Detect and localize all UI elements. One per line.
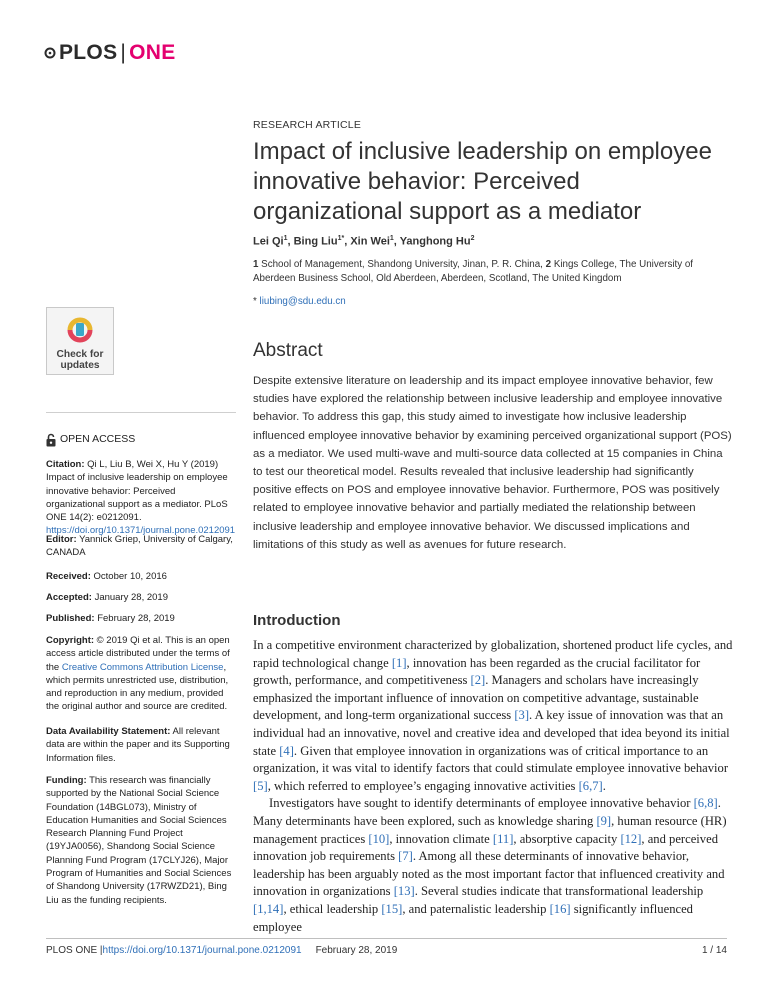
- published-text: February 28, 2019: [94, 613, 175, 624]
- citation-label: Citation:: [46, 459, 85, 470]
- author-name[interactable]: Bing Liu: [293, 235, 338, 248]
- funding-block: [46, 774, 236, 907]
- author-name[interactable]: Xin Wei: [350, 235, 390, 248]
- citation-ref-link[interactable]: [9]: [596, 813, 612, 828]
- paragraph-text: . A key issue of innovation was that an individual had an innovative, novel and creative idea and developed that idea beyond its initial state: [253, 708, 730, 758]
- introduction-body: [253, 637, 733, 936]
- paragraph-text: . Many determinants have been explored, such as knowledge sharing: [253, 796, 721, 828]
- check-for-updates-badge[interactable]: [46, 307, 114, 375]
- citation-ref-link[interactable]: [4]: [279, 743, 294, 758]
- citation-ref-link[interactable]: [10]: [368, 831, 390, 846]
- accepted-label: Accepted:: [46, 592, 92, 603]
- journal-name-one: ONE: [129, 41, 176, 64]
- author-affil-marker: 1: [389, 235, 394, 242]
- journal-logo[interactable]: [44, 41, 176, 65]
- paragraph-text: . Several studies indicate that transformational leadership: [414, 884, 704, 899]
- published-date: [46, 612, 236, 625]
- affiliation-text: Kings College, The University of Aberdeen Business School, Old Aberdeen, Aberdeen, Scotland, The United Kingdom: [253, 259, 694, 284]
- citation-block: [46, 458, 236, 538]
- published-label: Published:: [46, 613, 95, 624]
- author-name[interactable]: Lei Qi: [253, 235, 284, 248]
- copyright-text-end: , which permits unrestricted use, distribution, and reproduction in any medium, provided the original author and source are credited.: [46, 661, 229, 713]
- received-date: [46, 570, 236, 583]
- paragraph-text: In a competitive environment characterized by globalization, shortened product life cycles, and rapid technological change: [253, 638, 733, 670]
- check-for-updates-line2: updates: [60, 360, 100, 371]
- funding-label: Funding:: [46, 775, 87, 786]
- article-title: Impact of inclusive leadership on employee innovative behavior: Perceived organizational support as a mediator: [253, 138, 712, 225]
- citation-ref-link[interactable]: [1,14]: [253, 901, 284, 916]
- citation-ref-link[interactable]: [12]: [620, 831, 642, 846]
- citation-doi-link[interactable]: https://doi.org/10.1371/journal.pone.0212091: [46, 525, 236, 537]
- citation-ref-link[interactable]: [15]: [381, 901, 403, 916]
- editor-text: Yannick Griep, University of Calgary, CANADA: [46, 534, 233, 559]
- corresponding-author: [253, 296, 733, 307]
- author-affil-marker: 1: [283, 235, 288, 242]
- affiliations: [253, 258, 733, 286]
- data-availability-label: Data Availability Statement:: [46, 726, 171, 737]
- article-type: RESEARCH ARTICLE: [253, 119, 362, 131]
- data-availability-block: [46, 725, 236, 765]
- open-access-text: OPEN ACCESS: [60, 433, 136, 446]
- abstract-text: Despite extensive literature on leadership and its impact employee innovative behavior, few studies have explored the relationship between inclusive leadership and employee innovative behavior. To address this gap, this study aimed to investigate how inclusive leadership influenced employee innovative behavior by examining perceived organizational support (POS) as a mediator. We used multi-wave and multi-source data collected at 15 companies in China to test our theoretical model. Results revealed that inclusive leadership had significantly positive effects on POS and employee innovative behavior. Furthermore, POS was positively related to employee innovative behavior and partially mediated the relationship between inclusive leadership and employee innovative behavior. We discussed implications and limitations of this study as well as avenues for future research.: [253, 375, 732, 551]
- footer-divider: [46, 938, 727, 939]
- page-number: 1 / 14: [701, 945, 727, 956]
- paragraph-text: . Given that employee innovation in organizations was of critical importance to an organization, it was vital to identify factors that could stimulate employee innovative behavior: [253, 743, 729, 776]
- check-for-updates-line1: Check for: [56, 349, 104, 360]
- footer-doi-link[interactable]: https://doi.org/10.1371/journal.pone.0212091: [102, 945, 302, 956]
- paragraph-text: . Managers and scholars have increasingly emphasized the important influence of innovation on competitive advantage, sustainable development, and long-term organizational success: [253, 673, 699, 723]
- copyright-text: © 2019 Qi et al. This is an open access article distributed under the terms of the: [46, 635, 230, 673]
- check-for-updates-icon: [63, 313, 97, 347]
- paragraph-text: , absorptive capacity: [513, 831, 621, 846]
- journal-name-divider: |: [120, 41, 127, 64]
- affiliation-number: 2: [545, 259, 552, 270]
- funding-text: This research was financially supported by the National Social Science Foundation (14BGL073), Ministry of Education Humanities and Social Sciences Research Planning Fund Project (19YJA0056), Shandong Social Science Planning Fund Program (17CLYJ26), Major Program of Humanities and Social Sciences of Shandong University (17RWZD21), Bing Liu as the funding recipients.: [46, 775, 232, 906]
- paragraph-text: , innovation has been regarded as the crucial facilitator for growth, performance, and competitiveness: [253, 655, 701, 688]
- introduction-heading: Introduction: [253, 612, 341, 629]
- received-text: October 10, 2016: [90, 571, 167, 582]
- citation-ref-link[interactable]: [5]: [253, 778, 268, 793]
- accepted-text: January 28, 2019: [91, 592, 168, 603]
- citation-text: Qi L, Liu B, Wei X, Hu Y (2019) Impact of inclusive leadership on employee innovative behavior: Perceived organizational support as a mediator. PLoS ONE 14(2): e0212091.: [46, 459, 228, 524]
- citation-ref-link[interactable]: [11]: [492, 831, 514, 846]
- paragraph-text: . Among all these determinants of innovative behavior, leadership has been arguably noted as the most important factor that influenced creativity and innovation in organizations: [253, 849, 725, 899]
- citation-ref-link[interactable]: [2]: [470, 673, 486, 688]
- footer-journal: PLOS ONE |: [46, 945, 103, 956]
- paragraph-text: , human resource (HR) management practices: [253, 813, 727, 846]
- paragraph-text: , innovation climate: [389, 831, 493, 846]
- accepted-date: [46, 591, 236, 604]
- paragraph-text: significantly influenced employee: [253, 901, 693, 934]
- paragraph-text: .: [602, 778, 606, 793]
- paragraph-text: , and paternalistic leadership: [402, 901, 550, 916]
- license-link[interactable]: Creative Commons Attribution License: [61, 661, 224, 673]
- open-access-lock-icon: [46, 433, 56, 447]
- received-label: Received:: [46, 571, 91, 582]
- citation-ref-link[interactable]: [1]: [391, 655, 407, 670]
- paragraph-text: , ethical leadership: [283, 901, 382, 916]
- paragraph-text: , which referred to employee’s engaging innovative activities: [267, 778, 579, 793]
- author-name[interactable]: Yanghong Hu: [399, 235, 471, 248]
- affiliation-text: School of Management, Shandong University, Jinan, P. R. China,: [258, 259, 546, 270]
- introduction-paragraph: [253, 637, 733, 795]
- editor-label: Editor:: [46, 534, 77, 545]
- open-access-label[interactable]: [46, 433, 236, 447]
- journal-name-plos: PLOS: [59, 41, 118, 64]
- copyright-block: [46, 634, 236, 714]
- citation-ref-link[interactable]: [3]: [514, 708, 530, 723]
- footer-date: February 28, 2019: [315, 945, 398, 956]
- editor-block: [46, 533, 236, 560]
- corresponding-star: *: [253, 296, 260, 307]
- citation-ref-link[interactable]: [13]: [393, 884, 415, 899]
- check-for-updates-label: [57, 349, 104, 371]
- abstract-heading: Abstract: [253, 340, 323, 361]
- affiliation-number: 1: [253, 259, 259, 270]
- paragraph-text: , and perceived innovation job requirements: [253, 831, 718, 864]
- citation-ref-link[interactable]: [16]: [549, 901, 571, 916]
- page-footer: [46, 945, 727, 956]
- paragraph-text: Investigators have sought to identify determinants of employee innovative behavior: [269, 796, 694, 811]
- sidebar-divider: [46, 412, 236, 413]
- citation-ref-link[interactable]: [7]: [398, 849, 413, 864]
- citation-ref-link[interactable]: [6,8]: [693, 796, 718, 811]
- author-affil-marker: 2: [470, 235, 475, 242]
- introduction-paragraph: [253, 795, 733, 936]
- author-list: Lei Qi$^1$, Bing Liu$^{1*}$, Xin Wei$^1$, Yanghong Hu$^2$: [253, 235, 475, 248]
- copyright-label: Copyright:: [46, 635, 95, 646]
- author-affil-marker: 1*: [337, 235, 345, 242]
- citation-ref-link[interactable]: [6,7]: [578, 778, 603, 793]
- plos-logo-icon: [44, 47, 56, 59]
- corresponding-email-link[interactable]: liubing@sdu.edu.cn: [259, 296, 346, 307]
- data-availability-text: All relevant data are within the paper and its Supporting Information files.: [46, 726, 230, 764]
